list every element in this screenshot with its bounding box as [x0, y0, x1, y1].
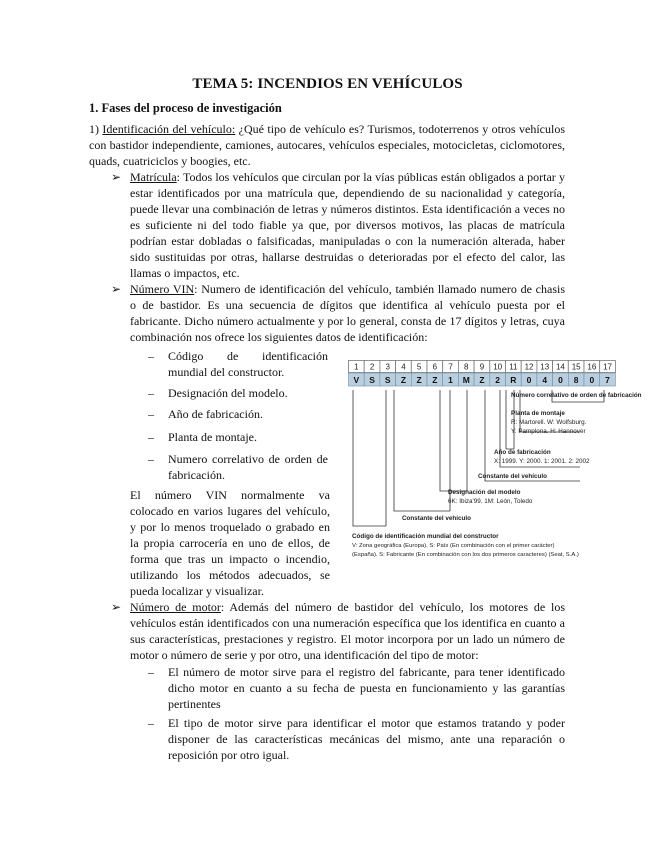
motor-item: El tipo de motor sirve para identificar el motor que estamos tratando y poder disponer de las características mecánicas del mismo, ante una reparación o reposición por otro igual.: [168, 716, 565, 762]
vin-position-label: 8: [464, 362, 469, 372]
vin-paragraph: [130, 281, 565, 345]
vin-position-label: 5: [416, 362, 422, 372]
model-title: Designación del modelo: [448, 489, 521, 496]
vin-char-label: 4: [542, 375, 548, 385]
vin-position-label: 11: [509, 362, 518, 372]
vin-char-label: Z: [479, 375, 485, 385]
vin-char-label: 0: [526, 375, 532, 385]
vin-char-label: Z: [400, 375, 407, 385]
dash-bullet-icon: –: [148, 407, 154, 421]
vin-position-label: 12: [524, 362, 534, 372]
vin-char-label: 8: [573, 375, 579, 385]
vin-position-label: 9: [479, 362, 485, 372]
vin-char-label: S: [384, 375, 391, 385]
intro-prefix: 1): [89, 122, 103, 136]
dash-bullet-icon: –: [148, 452, 154, 466]
vin-char-label: M: [462, 375, 470, 385]
intro-label: Identificación del vehículo:: [102, 122, 236, 136]
vin-position-label: 6: [432, 362, 438, 372]
vin-position-label: 17: [603, 362, 613, 372]
vin-position-label: 2: [369, 362, 375, 372]
vin-char-label: 0: [558, 375, 563, 385]
vin-item: Año de fabricación.: [168, 407, 263, 421]
vin-char-label: 0: [589, 375, 595, 385]
vin-diagram: [348, 360, 642, 560]
vin-position-label: 4: [401, 362, 406, 372]
intro-paragraph: [89, 121, 565, 169]
vin-text: : Numero de identificación del vehículo, también llamado numero de chasis o de bastidor. Es una secuencia de dígitos que identifica al vehículo puesta por el fabricante. Dicho número actualmente y por lo general, consta de 17 dígitos y letras, cuya combinación nos ofrece los siguientes datos de identificación:: [130, 282, 565, 344]
plant-text-2: Y: Pamplona. H: Hannover: [511, 428, 586, 435]
bullet-arrow-icon: ➢: [111, 170, 122, 184]
vin-item: Planta de montaje.: [168, 430, 257, 444]
plant-title: Planta de montaje: [511, 410, 565, 417]
vin-char-label: Z: [416, 375, 422, 385]
bullet-arrow-icon: ➢: [111, 282, 122, 296]
matricula-paragraph: [130, 169, 565, 281]
vin-position-label: 14: [555, 362, 565, 372]
wmi-text-2: (España). S: Fabricante (En combinación con los dos primeros caracteres) (Seat, S.A.): [352, 552, 579, 558]
dash-bullet-icon: –: [148, 349, 154, 363]
vin-char-label: S: [369, 375, 375, 385]
motor-text: : Además del número de bastidor del vehículo, los motores de los vehículos están identificados con una numeración específica que los identifica en cuanto a sus características, prestaciones y registro. El motor incorpora por un lado un número de motor o número de serie y por otro, una identificación del tipo de motor:: [130, 600, 565, 662]
vin-label: Número VIN: [130, 282, 195, 296]
motor-paragraph: [130, 599, 565, 663]
matricula-label: Matrícula: [130, 170, 177, 184]
constant-1: Constante del vehículo: [478, 473, 547, 480]
dash-bullet-icon: –: [148, 665, 154, 679]
page-title: TEMA 5: INCENDIOS EN VEHÍCULOS: [192, 76, 463, 92]
vin-closing-paragraph: El número VIN normalmente va colocado en varios lugares del vehículo, y por lo menos troquelado o grabado en la propia carrocería en uno de ellos, de forma que tras un impacto o incendio, utilizando los métodos adecuados, se pueda localizar y visualizar.: [130, 488, 330, 598]
vin-item: Código de identificación mundial del constructor.: [168, 349, 328, 379]
dash-bullet-icon: –: [148, 716, 154, 730]
vin-item: Designación del modelo.: [168, 386, 288, 400]
year-text: X: 1999. Y: 2000. 1: 2001. 2: 2002: [494, 458, 590, 465]
year-title: Año de fabricación: [494, 449, 551, 456]
vin-position-label: 1: [354, 362, 359, 372]
vin-position-label: 13: [540, 362, 550, 372]
vin-position-label: 3: [385, 362, 390, 372]
vin-position-label: 15: [571, 362, 581, 372]
dash-bullet-icon: –: [148, 386, 154, 400]
dash-bullet-icon: –: [148, 430, 154, 444]
section-heading: 1. Fases del proceso de investigación: [89, 101, 282, 115]
vin-position-label: 7: [448, 362, 453, 372]
motor-label: Número de motor: [130, 600, 221, 614]
plant-text-1: R: Martorell. W: Wolfsburg.: [511, 419, 587, 426]
intro-text: ¿Qué tipo de vehículo es? Turismos, todoterrenos y otros vehículos con bastidor independiente, camiones, autocares, vehículos especiales, motocicletas, ciclomotores, quads, cuatriciclos y boogies, etc.: [89, 122, 566, 168]
vin-char-label: R: [510, 375, 517, 385]
vin-position-label: 10: [493, 362, 503, 372]
vin-char-label: 2: [495, 375, 501, 385]
bullet-arrow-icon: ➢: [111, 600, 122, 614]
serial-title: Número correlativo de orden de fabricación: [511, 392, 642, 399]
vin-char-label: 1: [448, 375, 453, 385]
matricula-text: : Todos los vehículos que circulan por la vías públicas están obligados a portar y estar identificados por una matrícula que, dependiendo de su nacionalidad y categoría, puede llevar una combinación de letras y números distintos. Esta identificación a veces no es suficiente ni del todo fiable ya que, por diversos motivos, las placas de matrícula podrían estar dobladas o falsificadas, manipuladas o con la numeración alterada, haber sido sustituidas por otras, hallarse destruidas o deterioradas por el efecto del calor, las llamas o impactos, etc.: [130, 170, 565, 280]
vin-char-label: Z: [432, 375, 438, 385]
vin-diagram-svg: [348, 360, 642, 560]
vin-char-label: V: [353, 375, 360, 385]
vin-position-label: 16: [587, 362, 597, 372]
motor-item: El número de motor sirve para el registro del fabricante, para tener identificado dicho motor en cuanto a su fecha de puesta en funcionamiento y las garantías pertinentes: [168, 665, 565, 711]
wmi-text-1: V: Zona geográfica (Europa). S: País (En combinación con el primer carácter): [352, 543, 555, 549]
vin-char-label: 7: [605, 375, 610, 385]
constant-2: Constante del vehículo: [402, 515, 471, 522]
vin-item: Numero correlativo de orden de fabricación.: [168, 452, 328, 482]
model-text: 6K: Ibiza'99. 1M: León, Toledo: [448, 498, 533, 505]
wmi-title: Código de identificación mundial del constructor: [352, 533, 499, 540]
